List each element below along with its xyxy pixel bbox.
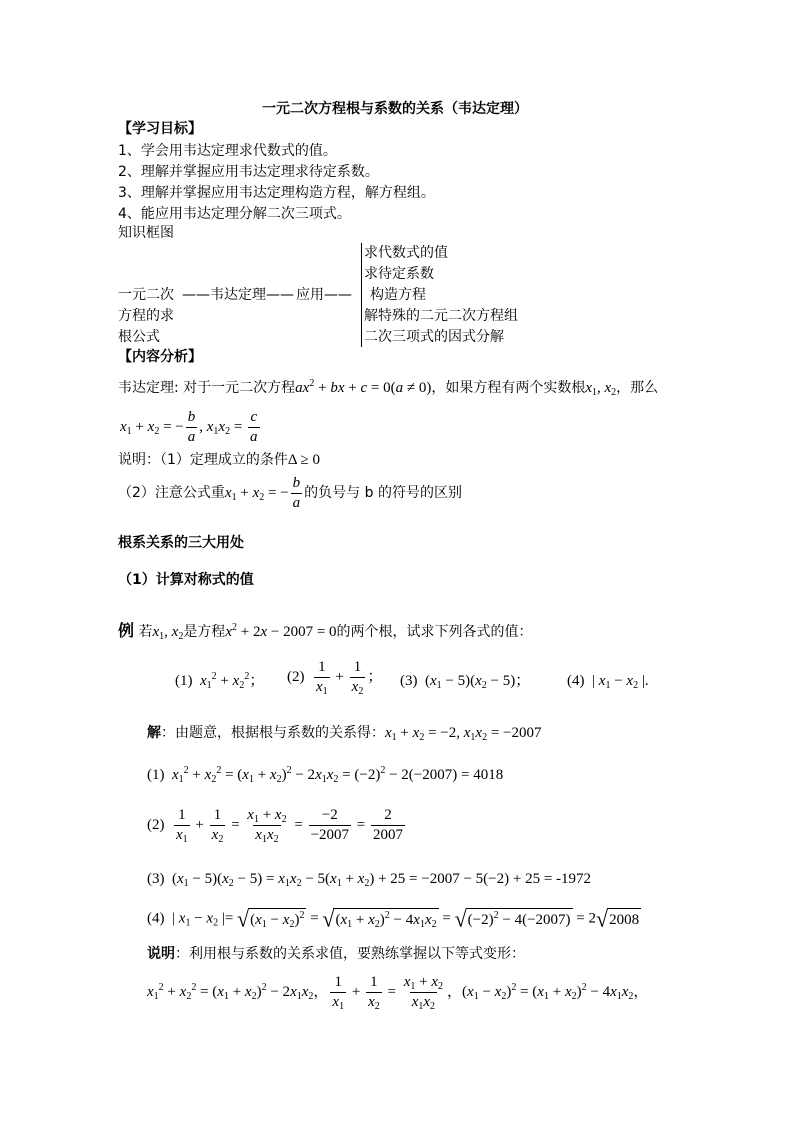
note2-prefix: （2）注意公式重 [118, 484, 225, 501]
goal-item: 2、理解并掌握应用韦达定理求待定系数。 [118, 164, 379, 180]
goal-item: 4、能应用韦达定理分解二次三项式。 [118, 206, 351, 222]
goal-item: 1、学会用韦达定理求代数式的值。 [118, 143, 337, 159]
note-label: 说明： [118, 452, 160, 468]
vieta-prefix: 韦达定理: 对于一元二次方程 [118, 380, 296, 396]
example-item-4: (4) | $x_1 - x_2$ |. [567, 673, 649, 691]
framework-branch: 求待定系数 [364, 266, 434, 282]
final-note-line [147, 947, 525, 961]
framework-link: ——韦达定理—— [182, 287, 294, 303]
example-mid: 是方程 [183, 624, 226, 640]
goals-heading: 【学习目标】 [118, 121, 202, 137]
note2-suffix: 的负号与 b 的符号的区别 [304, 484, 462, 501]
example-label: 例 [118, 621, 135, 640]
example-equation: $x^2 + 2x - 2007 = 0$ [225, 622, 337, 640]
example-item-2: (2) $\frac{1}{x_1}$ + $\frac{1}{x_2}$ ； [287, 659, 383, 697]
delta-condition: Δ ≥ 0 [287, 452, 320, 468]
solution-line [147, 726, 542, 741]
framework-branch: 二次三项式的因式分解 [364, 329, 504, 345]
note2-formula: $x_1 + x_2$ = − $\frac{b}{a}$ [224, 475, 301, 511]
solution-label: 解 [147, 725, 161, 741]
vieta-roots: $x_1$, $x_2$ [585, 380, 617, 398]
solution-text: ：由题意，根据根与系数的关系得： [161, 725, 385, 741]
framework-branch: 求代数式的值 [364, 245, 448, 261]
solution-relations: $x_1 + x_2 = -2$, $x_1x_2 = -2007$ [385, 725, 542, 743]
note-line-1 [118, 453, 320, 468]
vieta-formula: $x_1 + x_2$ = − $\frac{b}{a}$ , $x_1x_2$ = $\frac{c}{a}$ [120, 409, 258, 445]
solution-step-4: (4) | $x_1 - x_2$ |= √ $(x_1 - x_2)^2$ = √ $(x_1 + x_2)^2 - 4x_1x_2$ = √ $(-2)^2 - 4(-2007)$ = 2 √ 2008 [147, 905, 640, 932]
example-line [118, 623, 533, 640]
note1: （1）定理成立的条件 [160, 452, 288, 468]
subsection-heading: （1）计算对称式的值 [118, 572, 254, 588]
solution-step-3: (3) $(x_1 - 5)(x_2 - 5) = x_1x_2 - 5(x_1 + x_2) + 25 = -2007 - 5(-2) + 25 = -1972$ [147, 871, 592, 889]
vieta-suffix: ，那么 [616, 380, 659, 396]
vieta-mid: ，如果方程有两个实数根 [431, 380, 586, 396]
analysis-heading: 【内容分析】 [118, 349, 202, 365]
example-suffix: 的两个根，试求下列各式的值： [336, 624, 533, 640]
identity-line: $x_1^2 + x_2^2 = (x_1 + x_2)^2 - 2x_1x_2$， $\frac{1}{x_1}$ + $\frac{1}{x_2}$ = $\frac{x_1 + x_2}{x_1x_2}$ ，$(x_1 - x_2)^2 = (x_1 + x_2)^2 - 4x_1x_2$， [147, 974, 649, 1012]
framework-heading: 知识框图 [118, 225, 174, 241]
page-title: 一元二次方程根与系数的关系（韦达定理） [262, 101, 528, 117]
vieta-line [118, 378, 659, 398]
framework-brace [361, 243, 362, 347]
framework-link: 应用—— [296, 287, 352, 303]
framework-branch: 解特殊的二元二次方程组 [364, 308, 518, 324]
goal-item: 3、理解并掌握应用韦达定理构造方程，解方程组。 [118, 185, 435, 201]
example-prefix: 若 [138, 624, 153, 640]
example-roots: $x_1$, $x_2$ [152, 624, 184, 642]
example-item-3: (3) $(x_1 - 5)(x_2 - 5)$； [400, 673, 531, 691]
example-item-1: (1) $x_1^2 + x_2^2$； [175, 671, 265, 691]
framework-left: 一元二次 [118, 287, 174, 303]
framework-branch: 构造方程 [370, 287, 426, 303]
framework-left: 根公式 [118, 329, 160, 345]
final-note-label: 说明 [147, 946, 175, 962]
framework-left: 方程的求 [118, 308, 174, 324]
note-line-2 [118, 476, 462, 511]
solution-step-2: (2) $\frac{1}{x_1}$ + $\frac{1}{x_2}$ = $\frac{x_1 + x_2}{x_1x_2}$ = $\frac{-2}{-2007}$ = $\frac{2}{2007}$ [147, 807, 403, 845]
section-heading: 根系关系的三大用处 [118, 535, 244, 551]
vieta-equation: $ax^2$ + bx + c = 0(a ≠ 0) [295, 378, 432, 396]
solution-step-1: (1) $x_1^2 + x_2^2 = (x_1 + x_2)^2 - 2x_1x_2 = (-2)^2 - 2(-2007) = 4018$ [147, 765, 504, 785]
final-note-text: ：利用根与系数的关系求值，要熟练掌握以下等式变形： [175, 946, 525, 962]
